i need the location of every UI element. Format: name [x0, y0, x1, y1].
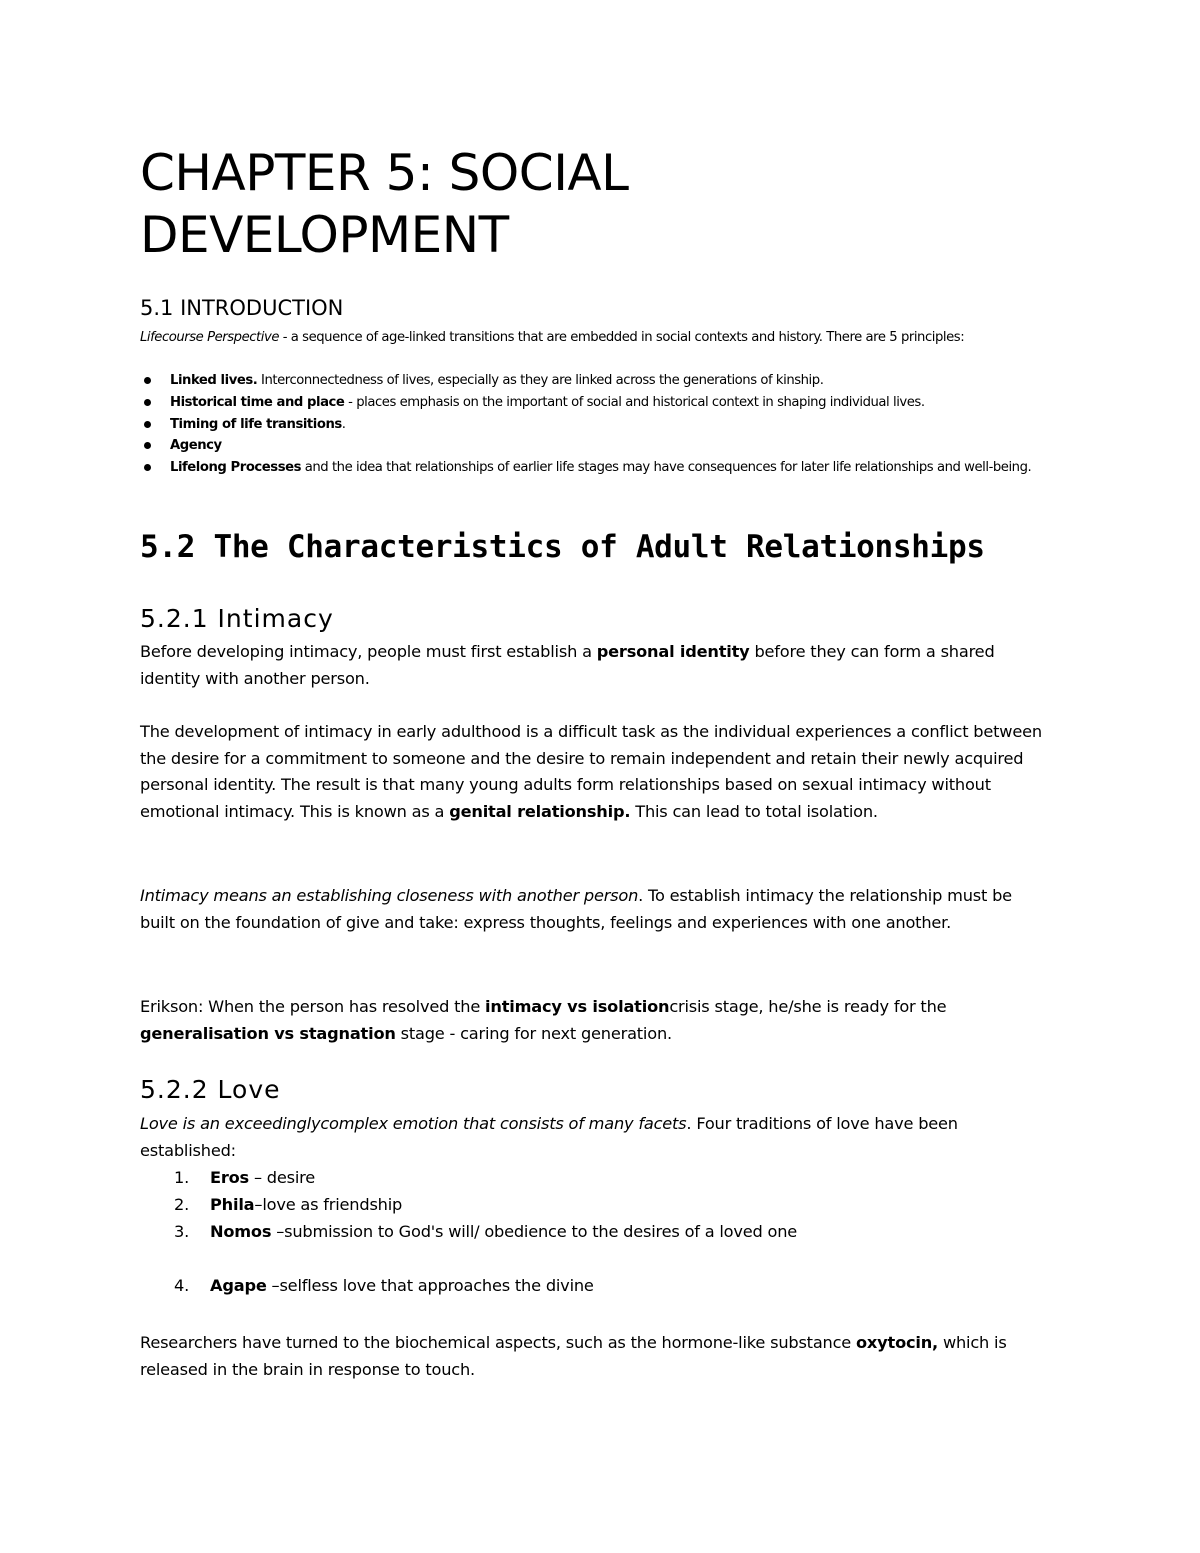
bullet-icon: [144, 464, 151, 471]
list-item-text: –love as friendship: [254, 1195, 403, 1214]
list-item-bold: Nomos: [210, 1222, 272, 1241]
text-span: before they can form a shared identity with another person.: [140, 642, 995, 688]
chapter-title-line2: DEVELOPMENT: [140, 206, 509, 264]
bold-term: personal identity: [596, 642, 750, 661]
text-span: Researchers have turned to the biochemical aspects, such as the hormone-like substance: [140, 1333, 857, 1352]
list-number: 2.: [174, 1195, 190, 1214]
bold-term: genital relationship.: [449, 801, 631, 821]
italic-definition: Intimacy means an establishing closeness with another person: [140, 886, 639, 905]
chapter-title: [140, 142, 1040, 266]
text-span: Erikson: When the person has resolved the: [140, 997, 486, 1016]
list-item-bold: Historical time and place: [170, 394, 345, 410]
love-heading: 5.2.2 Love: [140, 1075, 281, 1104]
list-number: 4.: [174, 1276, 190, 1295]
bullet-icon: [144, 442, 151, 449]
intimacy-paragraph-4: [140, 994, 1045, 1047]
list-item: [140, 1164, 1045, 1191]
list-item-bold: Linked lives.: [170, 373, 258, 388]
text-span: The development of intimacy in early adulthood is a difficult task as the individual experiences a conflict between the desire for a commitment to someone and the desire to remain independent and retain their newly acquired personal identity. The result is that many young adults form relationships based on sexual intimacy without emotional intimacy. This is known as a: [140, 722, 1042, 821]
intro-heading: 5.1 INTRODUCTION: [140, 296, 344, 320]
bullet-icon: [144, 399, 151, 406]
list-item-text: and the idea that relationships of earlier life stages may have consequences for later life relationships and well-being.: [301, 460, 1032, 476]
list-item-bold: Phila: [210, 1195, 255, 1214]
list-item-bold: Timing of life transitions: [170, 416, 342, 432]
list-item: [140, 1191, 1045, 1218]
list-item-text: .: [341, 416, 346, 432]
list-item-bold: Eros: [210, 1168, 249, 1187]
list-item-text: –selfless love that approaches the divine: [266, 1276, 594, 1295]
love-paragraph-1: [140, 1111, 1045, 1164]
bold-term: oxytocin,: [856, 1333, 939, 1352]
list-item-bold: Lifelong Processes: [170, 460, 301, 476]
love-paragraph-2: [140, 1330, 1045, 1383]
list-item-bold: Agape: [210, 1276, 267, 1295]
list-item-bold: Agency: [170, 438, 222, 454]
text-span: which is released in the brain in response to touch.: [140, 1333, 1007, 1379]
intro-definition-text: - a sequence of age-linked transitions that are embedded in social contexts and history. There are 5 principles:: [279, 330, 965, 345]
bold-term: intimacy vs isolation: [485, 997, 670, 1016]
chapter-title-line1: CHAPTER 5: SOCIAL: [140, 144, 629, 202]
list-number: 3.: [174, 1222, 190, 1241]
intro-term: Lifecourse Perspective: [140, 330, 279, 345]
intimacy-heading: 5.2.1 Intimacy: [140, 604, 334, 633]
text-span: . Four traditions of love have been established:: [140, 1114, 958, 1160]
italic-definition: Love is an exceedinglycomplex emotion that consists of many facets: [140, 1114, 687, 1133]
text-span: Before developing intimacy, people must first establish a: [140, 642, 597, 661]
list-item-text: - places emphasis on the important of social and historical context in shaping individual lives.: [344, 394, 925, 410]
text-span: crisis stage, he/she is ready for the: [669, 997, 947, 1016]
list-item: [140, 457, 1045, 479]
list-number: 1.: [174, 1168, 190, 1187]
intimacy-paragraph-3: [140, 883, 1045, 936]
list-item-text: – desire: [249, 1168, 316, 1187]
list-item: [140, 435, 1045, 457]
text-span: . To establish intimacy the relationship must be built on the foundation of give and take: express thoughts, feelings and experiences with one another.: [140, 886, 1012, 932]
list-item: [140, 392, 1045, 414]
list-item: [140, 370, 1045, 392]
list-item: [140, 1272, 1045, 1299]
love-traditions-list: [140, 1164, 1045, 1299]
list-item-text: –submission to God's will/ obedience to the desires of a loved one: [271, 1222, 798, 1241]
bullet-icon: [144, 421, 151, 428]
section-heading: 5.2 The Characteristics of Adult Relationships: [140, 529, 985, 565]
list-item: [140, 1218, 1045, 1245]
text-span: This can lead to total isolation.: [630, 801, 878, 821]
intimacy-paragraph-1: [140, 639, 1045, 692]
intimacy-paragraph-2: [140, 719, 1045, 825]
text-span: stage - caring for next generation.: [395, 1023, 672, 1043]
list-item-text: Interconnectedness of lives, especially as they are linked across the generations of kinship.: [257, 373, 824, 388]
principles-list: [140, 370, 1045, 479]
bullet-icon: [144, 377, 151, 384]
bold-term: generalisation vs stagnation: [140, 1023, 396, 1043]
intro-definition: [140, 328, 1040, 348]
list-item: [140, 414, 1045, 436]
